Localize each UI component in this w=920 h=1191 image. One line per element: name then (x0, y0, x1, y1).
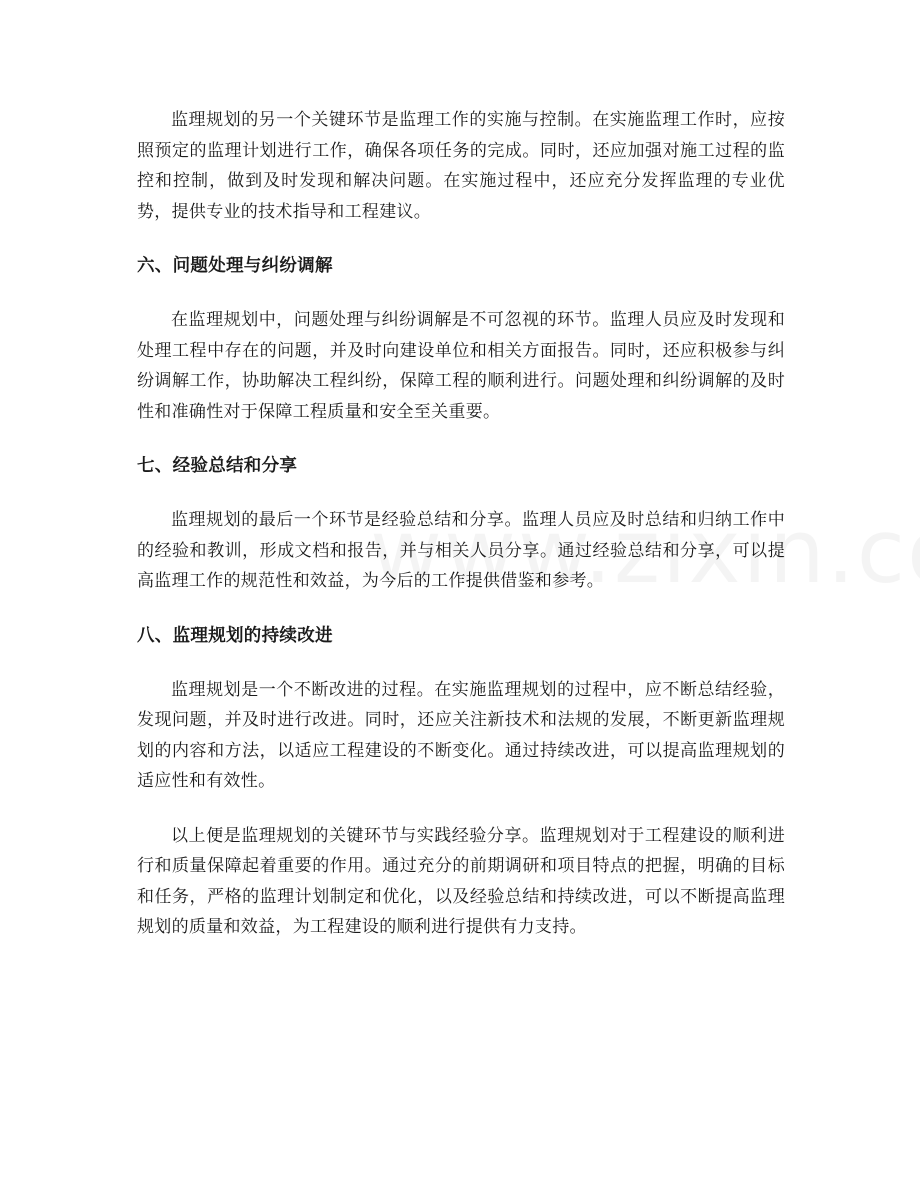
paragraph-implementation-control: 监理规划的另一个关键环节是监理工作的实施与控制。在实施监理工作时，应按照预定的监理计划进行工作，确保各项任务的完成。同时，还应加强对施工过程的监控和控制，做到及时发现和解决问题。在实施过程中，还应充分发挥监理的专业优势，提供专业的技术指导和工程建议。 (137, 110, 785, 222)
section-heading-6: 六、问题处理与纠纷调解 (137, 256, 333, 276)
paragraph-problem-handling: 在监理规划中，问题处理与纠纷调解是不可忽视的环节。监理人员应及时发现和处理工程中存在的问题，并及时向建设单位和相关方面报告。同时，还应积极参与纠纷调解工作，协助解决工程纠纷，保障工程的顺利进行。问题处理和纠纷调解的及时性和准确性对于保障工程质量和安全至关重要。 (137, 310, 785, 422)
section-heading-7: 七、经验总结和分享 (137, 456, 298, 476)
document-body (137, 105, 785, 967)
paragraph-continuous-improvement: 监理规划是一个不断改进的过程。在实施监理规划的过程中，应不断总结经验，发现问题，并及时进行改进。同时，还应关注新技术和法规的发展，不断更新监理规划的内容和方法，以适应工程建设的不断变化。通过持续改进，可以提高监理规划的适应性和有效性。 (137, 679, 785, 791)
paragraph-conclusion: 以上便是监理规划的关键环节与实践经验分享。监理规划对于工程建设的顺利进行和质量保障起着重要的作用。通过充分的前期调研和项目特点的把握，明确的目标和任务，严格的监理计划制定和优化，以及经验总结和持续改进，可以不断提高监理规划的质量和效益，为工程建设的顺利进行提供有力支持。 (137, 825, 785, 937)
section-heading-8: 八、监理规划的持续改进 (137, 625, 333, 646)
paragraph-experience-summary: 监理规划的最后一个环节是经验总结和分享。监理人员应及时总结和归纳工作中的经验和教训，形成文档和报告，并与相关人员分享。通过经验总结和分享，可以提高监理工作的规范性和效益，为今后的工作提供借鉴和参考。 (137, 510, 785, 591)
